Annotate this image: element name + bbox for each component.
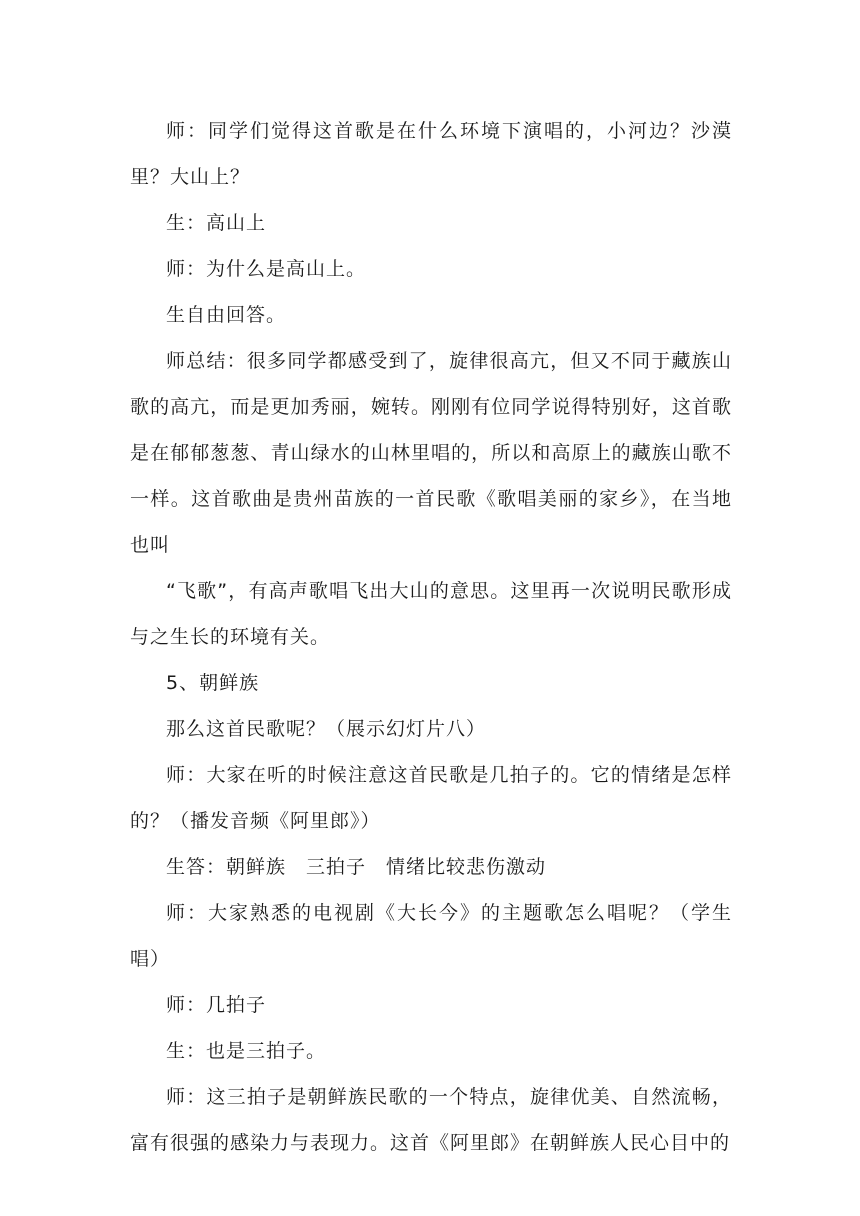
document-body bbox=[130, 108, 732, 1166]
paragraph: 生：也是三拍子。 bbox=[166, 1040, 327, 1062]
paragraph: 师：这三拍子是朝鲜族民歌的一个特点，旋律优美、自然流畅，富有很强的感染力与表现力。这首《阿里郎》在朝鲜族人民心目中的 bbox=[130, 1086, 732, 1154]
paragraph: 生答：朝鲜族 三拍子 情绪比较悲伤激动 bbox=[166, 856, 547, 878]
paragraph: 师：同学们觉得这首歌是在什么环境下演唱的，小河边？沙漠里？大山上？ bbox=[130, 120, 732, 188]
paragraph: “飞歌”，有高声歌唱飞出大山的意思。这里再一次说明民歌形成与之生长的环境有关。 bbox=[130, 580, 732, 648]
paragraph: 师：大家在听的时候注意这首民歌是几拍子的。它的情绪是怎样的？（播发音频《阿里郎》） bbox=[130, 764, 732, 832]
paragraph: 师总结：很多同学都感受到了，旋律很高亢，但又不同于藏族山歌的高亢，而是更加秀丽，婉转。刚刚有位同学说得特别好，这首歌是在郁郁葱葱、青山绿水的山林里唱的，所以和高原上的藏族山歌不一样。这首歌曲是贵州苗族的一首民歌《歌唱美丽的家乡》，在当地也叫 bbox=[130, 350, 732, 556]
paragraph: 5、朝鲜族 bbox=[166, 672, 260, 694]
paragraph: 师：大家熟悉的电视剧《大长今》的主题歌怎么唱呢？（学生唱） bbox=[130, 902, 732, 970]
paragraph: 生：高山上 bbox=[166, 212, 267, 234]
paragraph: 师：为什么是高山上。 bbox=[166, 258, 367, 280]
paragraph: 那么这首民歌呢？（展示幻灯片八） bbox=[166, 718, 487, 740]
paragraph: 生自由回答。 bbox=[166, 304, 287, 326]
paragraph: 师：几拍子 bbox=[166, 994, 267, 1016]
